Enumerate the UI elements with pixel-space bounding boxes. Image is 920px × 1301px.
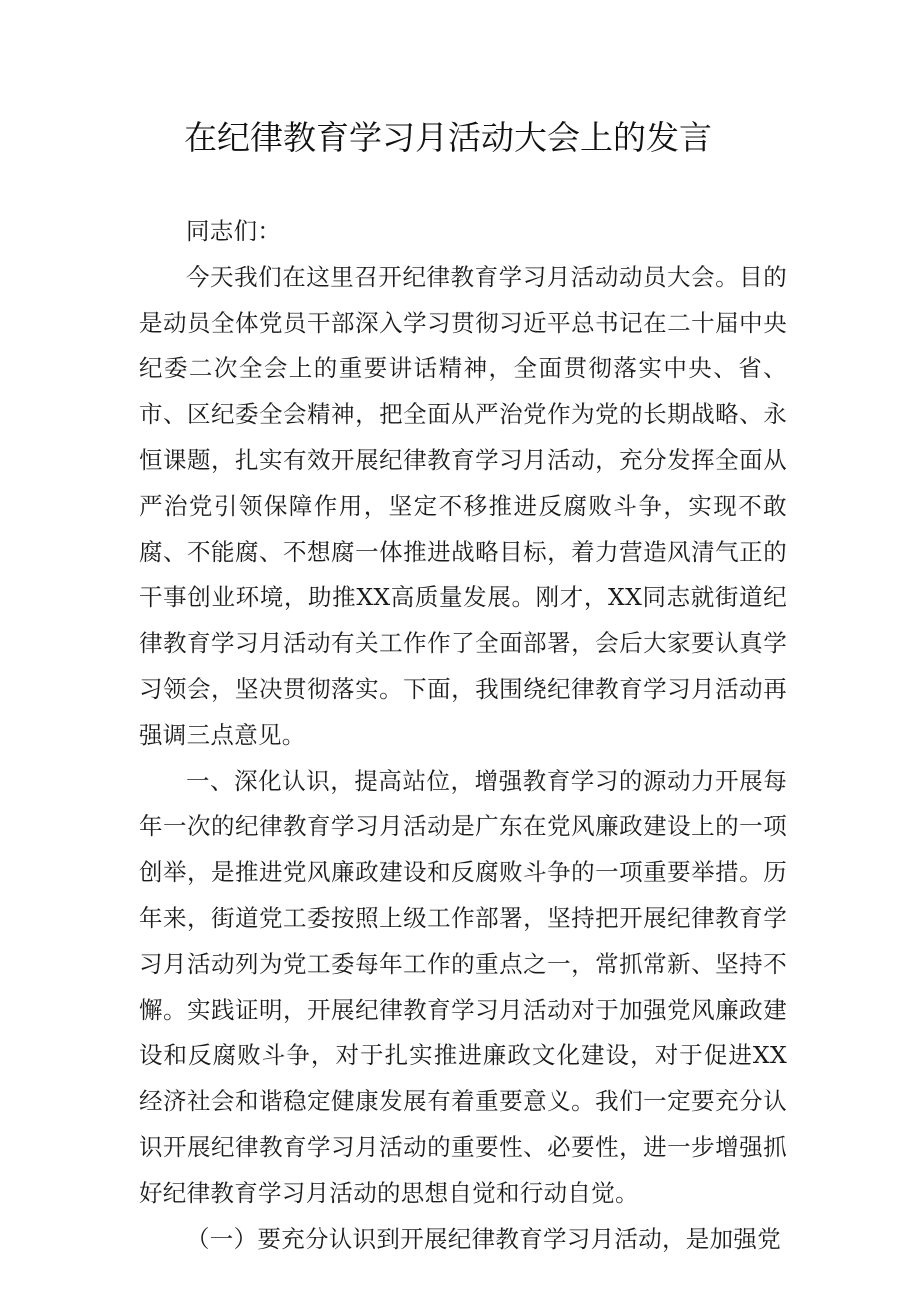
- document-title: 在纪律教育学习月活动大会上的发言: [184, 118, 712, 157]
- salutation: 同志们：: [186, 217, 282, 245]
- paragraph-intro: 今天我们在这里召开纪律教育学习月活动动员大会。目的是动员全体党员干部深入学习贯彻习近平总书记在二十届中央纪委二次全会上的重要讲话精神，全面贯彻落实中央、省、市、区纪委全会精神，把全面从严治党作为党的长期战略、永恒课题，扎实有效开展纪律教育学习月活动，充分发挥全面从严治党引领保障作用，坚定不移推进反腐败斗争，实现不敢腐、不能腐、不想腐一体推进战略目标，着力营造风清气正的干事创业环境，助推XX高质量发展。刚才，XX同志就街道纪律教育学习月活动有关工作作了全面部署，会后大家要认真学习领会，坚决贯彻落实。下面，我围绕纪律教育学习月活动再强调三点意见。: [139, 262, 787, 749]
- paragraph-subsection-one: （一）要充分认识到开展纪律教育学习月活动，是加强党: [186, 1224, 781, 1253]
- paragraph-section-one: 一、深化认识，提高站位，增强教育学习的源动力开展每年一次的纪律教育学习月活动是广东在党风廉政建设上的一项创举，是推进党风廉政建设和反腐败斗争的一项重要举措。历年来，街道党工委按照上级工作部署，坚持把开展纪律教育学习月活动列为党工委每年工作的重点之一，常抓常新、坚持不懈。实践证明，开展纪律教育学习月活动对于加强党风廉政建设和反腐败斗争，对于扎实推进廉政文化建设，对于促进XX经济社会和谐稳定健康发展有着重要意义。我们一定要充分认识开展纪律教育学习月活动的重要性、必要性，进一步增强抓好纪律教育学习月活动的思想自觉和行动自觉。: [139, 766, 787, 1207]
- document-body: [139, 209, 787, 1262]
